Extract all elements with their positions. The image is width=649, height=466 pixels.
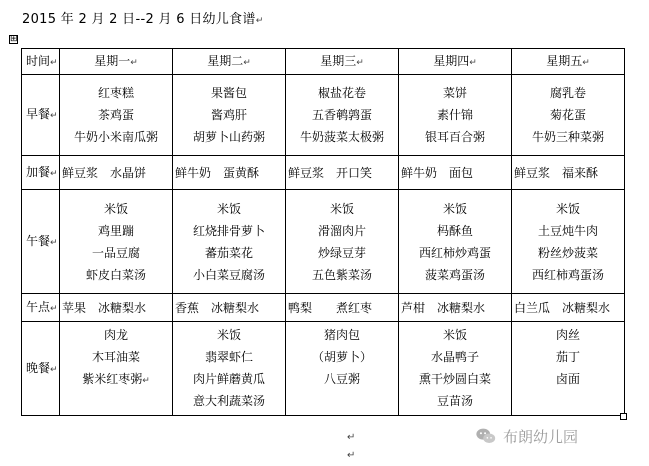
afternoon-snack-fri: [512, 294, 625, 322]
return-mark: ↵: [142, 376, 150, 386]
menu-item-text: 菠菜鸡蛋汤: [424, 267, 485, 282]
dinner-wed: [286, 322, 399, 416]
menu-item: [60, 242, 172, 264]
menu-item-text: 西红柿鸡蛋汤: [531, 267, 604, 282]
menu-item: [399, 242, 511, 264]
menu-item: [60, 346, 172, 368]
menu-item-text: 红枣糕: [97, 86, 134, 100]
menu-item-text: 米饭: [216, 201, 241, 216]
menu-item-text: （胡萝卜）: [311, 350, 372, 364]
menu-item: [512, 368, 624, 390]
menu-item-text: 红烧排骨萝卜: [192, 223, 265, 238]
menu-item-text: 苹果 冰糖梨水: [62, 300, 147, 315]
weekly-menu-table: [21, 48, 625, 416]
menu-item: [399, 104, 511, 126]
trailing-return-mark: ↵: [347, 432, 356, 443]
menu-item: [173, 82, 285, 104]
wechat-icon: [475, 425, 497, 447]
menu-item: [60, 220, 172, 242]
menu-item: [60, 82, 172, 104]
table-resize-handle[interactable]: [620, 413, 627, 420]
menu-item-text: 滑溜肉片: [317, 223, 366, 238]
menu-item-text: 杩酥鱼: [436, 223, 473, 238]
menu-item: [286, 198, 398, 220]
header-day-wed: [286, 49, 399, 75]
menu-item-text: 小白菜豆腐汤: [192, 267, 265, 282]
menu-item-text: 豆苗汤: [436, 394, 473, 408]
header-day-tue: [173, 49, 286, 75]
menu-item: [512, 126, 624, 148]
menu-item: [399, 264, 511, 286]
menu-item-text: 鲜牛奶 面包: [401, 165, 474, 180]
afternoon-snack-tue: [173, 294, 286, 322]
return-mark: ↵: [255, 16, 264, 26]
menu-item: [286, 346, 398, 368]
menu-item-text: 翡翠虾仁: [204, 350, 253, 364]
menu-item-text: 米饭: [442, 201, 467, 216]
menu-item-text: 菊花蛋: [549, 108, 586, 122]
menu-item: [399, 126, 511, 148]
menu-item-text: 水晶鸭子: [430, 350, 479, 364]
menu-item-text: 米饭: [216, 328, 241, 342]
menu-item-text: 虾皮白菜汤: [85, 267, 146, 282]
dinner-fri: [512, 322, 625, 416]
return-mark: ↵: [50, 303, 58, 314]
menu-item-text: 蕃茄菜花: [204, 245, 253, 260]
menu-item-text: 椒盐花卷: [317, 86, 366, 100]
menu-item: [286, 264, 398, 286]
menu-title-text: 2015 年 2 月 2 日--2 月 6 日幼儿食谱: [22, 12, 256, 27]
return-mark: ↵: [50, 364, 58, 375]
watermark-text: 布朗幼儿园: [503, 427, 579, 446]
return-mark: ↵: [582, 57, 590, 68]
header-time-cell: [22, 49, 60, 75]
menu-item: [173, 198, 285, 220]
menu-item-text: 米饭: [442, 328, 467, 342]
menu-item: [173, 368, 285, 390]
menu-item-text: 鲜豆浆 开口笑: [288, 165, 373, 180]
menu-item-text: 素什锦: [436, 108, 473, 122]
menu-item: [512, 264, 624, 286]
snack-thu: [399, 156, 512, 190]
menu-item-text: 猪肉包: [323, 328, 360, 342]
menu-item: [173, 390, 285, 412]
menu-item: [399, 324, 511, 346]
menu-item-text: 米饭: [555, 201, 580, 216]
menu-item: [60, 104, 172, 126]
menu-item: [399, 198, 511, 220]
menu-item-text: 熏干炒圆白菜: [418, 372, 491, 386]
menu-item: [512, 82, 624, 104]
menu-item-text: 牛奶三种菜粥: [531, 130, 604, 144]
menu-item-text: 意大利蔬菜汤: [192, 394, 265, 408]
day-label: 星期五: [546, 53, 583, 68]
menu-item: [173, 104, 285, 126]
menu-item-text: 鸡里蹦: [97, 223, 134, 238]
watermark: [475, 425, 578, 447]
menu-item: [286, 104, 398, 126]
afternoon-snack-thu: [399, 294, 512, 322]
menu-item: [60, 368, 172, 392]
menu-item: [173, 220, 285, 242]
menu-item-text: 牛奶菠菜太极粥: [299, 130, 384, 144]
row-label-text: 午点: [26, 299, 51, 314]
afternoon-snack-wed: [286, 294, 399, 322]
breakfast-wed: [286, 75, 399, 156]
day-label: 星期三: [320, 53, 357, 68]
return-mark: ↵: [130, 57, 138, 68]
lunch-thu: [399, 190, 512, 294]
menu-item: [173, 126, 285, 148]
return-mark: ↵: [469, 57, 477, 68]
menu-item: [512, 198, 624, 220]
row-label-text: 加餐: [26, 164, 51, 179]
menu-item-text: 鲜豆浆 水晶饼: [62, 165, 147, 180]
menu-item: [399, 346, 511, 368]
menu-item-text: 茄丁: [555, 350, 580, 364]
menu-item: [512, 242, 624, 264]
menu-item-text: 八豆粥: [323, 372, 360, 386]
row-label-lunch: [22, 190, 60, 294]
menu-item: [512, 324, 624, 346]
row-label-text: 晚餐: [26, 360, 51, 375]
row-label-afternoon-snack: [22, 294, 60, 322]
menu-item-text: 菜饼: [442, 86, 467, 100]
return-mark: ↵: [243, 57, 251, 68]
breakfast-row: [22, 75, 625, 156]
lunch-row: [22, 190, 625, 294]
lunch-fri: [512, 190, 625, 294]
snack-row: [22, 156, 625, 190]
menu-item-text: 茶鸡蛋: [97, 108, 134, 122]
day-label: 星期四: [433, 53, 470, 68]
afternoon-snack-row: [22, 294, 625, 322]
snack-mon: [60, 156, 173, 190]
menu-item-text: 鲜豆浆 福来酥: [514, 165, 599, 180]
menu-item: [173, 242, 285, 264]
menu-item-text: 肉龙: [103, 328, 128, 342]
table-move-handle-icon[interactable]: ⊞: [10, 34, 18, 44]
header-row: [22, 49, 625, 75]
menu-item: [173, 324, 285, 346]
snack-tue: [173, 156, 286, 190]
header-day-mon: [60, 49, 173, 75]
menu-item: [286, 324, 398, 346]
menu-item: [60, 264, 172, 286]
return-mark: ↵: [50, 168, 58, 179]
menu-item: [60, 126, 172, 148]
menu-item: [286, 368, 398, 390]
return-mark: ↵: [50, 111, 58, 121]
snack-wed: [286, 156, 399, 190]
menu-item-text: 香蕉 冰糖梨水: [175, 300, 260, 315]
return-mark: ↵: [356, 57, 364, 68]
lunch-mon: [60, 190, 173, 294]
menu-item: [173, 264, 285, 286]
menu-item: [286, 126, 398, 148]
menu-item-text: 西红柿炒鸡蛋: [418, 245, 491, 260]
row-label-text: 午餐: [26, 233, 51, 248]
menu-item: [60, 198, 172, 220]
menu-item-text: 五香鹌鹑蛋: [311, 108, 372, 122]
menu-item: [286, 82, 398, 104]
header-day-thu: [399, 49, 512, 75]
menu-item-text: 鸭梨 煮红枣: [288, 300, 373, 315]
menu-item-text: 紫米红枣粥: [82, 372, 143, 386]
menu-item-text: 米饭: [329, 201, 354, 216]
menu-item: [399, 82, 511, 104]
breakfast-mon: [60, 75, 173, 156]
breakfast-tue: [173, 75, 286, 156]
breakfast-thu: [399, 75, 512, 156]
day-label: 星期一: [94, 53, 131, 68]
menu-item: [512, 346, 624, 368]
menu-item-text: 木耳油菜: [91, 350, 140, 364]
menu-item-text: 白兰瓜 冰糖梨水: [514, 300, 611, 315]
menu-item: [512, 104, 624, 126]
menu-item: [173, 346, 285, 368]
menu-item: [512, 220, 624, 242]
menu-title: [22, 8, 264, 27]
dinner-row: [22, 322, 625, 416]
row-label-text: 早餐: [26, 107, 51, 121]
dinner-thu: [399, 322, 512, 416]
menu-item-text: 炒绿豆芽: [317, 245, 366, 260]
header-time-label: 时间: [26, 53, 51, 68]
menu-item-text: 腐乳卷: [549, 86, 586, 100]
menu-item-text: 土豆炖牛肉: [537, 223, 598, 238]
day-label: 星期二: [207, 53, 244, 68]
snack-fri: [512, 156, 625, 190]
menu-item-text: 卤面: [555, 372, 580, 386]
menu-item-text: 五色紫菜汤: [311, 267, 372, 282]
menu-item-text: 米饭: [103, 201, 128, 216]
breakfast-fri: [512, 75, 625, 156]
menu-item-text: 一品豆腐: [91, 245, 140, 260]
menu-item: [60, 324, 172, 346]
menu-item-text: 肉片鲜蘑黄瓜: [192, 372, 265, 386]
menu-item: [399, 368, 511, 390]
menu-item: [286, 242, 398, 264]
menu-item-text: 胡萝卜山药粥: [192, 130, 265, 144]
menu-item-text: 肉丝: [555, 328, 580, 342]
return-mark: ↵: [50, 57, 58, 68]
menu-item-text: 鲜牛奶 蛋黄酥: [175, 165, 260, 180]
menu-item: [286, 220, 398, 242]
dinner-tue: [173, 322, 286, 416]
row-label-dinner: [22, 322, 60, 416]
row-label-breakfast: [22, 75, 60, 156]
lunch-wed: [286, 190, 399, 294]
trailing-return-mark: ↵: [347, 450, 356, 461]
row-label-snack: [22, 156, 60, 190]
lunch-tue: [173, 190, 286, 294]
menu-item-text: 牛奶小米南瓜粥: [73, 130, 158, 144]
afternoon-snack-mon: [60, 294, 173, 322]
menu-item: [399, 390, 511, 412]
menu-item-text: 果酱包: [210, 86, 247, 100]
menu-item-text: 酱鸡肝: [210, 108, 247, 122]
menu-item: [399, 220, 511, 242]
menu-item-text: 粉丝炒菠菜: [537, 245, 598, 260]
menu-item-text: 银耳百合粥: [424, 130, 485, 144]
header-day-fri: [512, 49, 625, 75]
dinner-mon: [60, 322, 173, 416]
menu-item-text: 芦柑 冰糖梨水: [401, 300, 486, 315]
return-mark: ↵: [50, 237, 58, 248]
